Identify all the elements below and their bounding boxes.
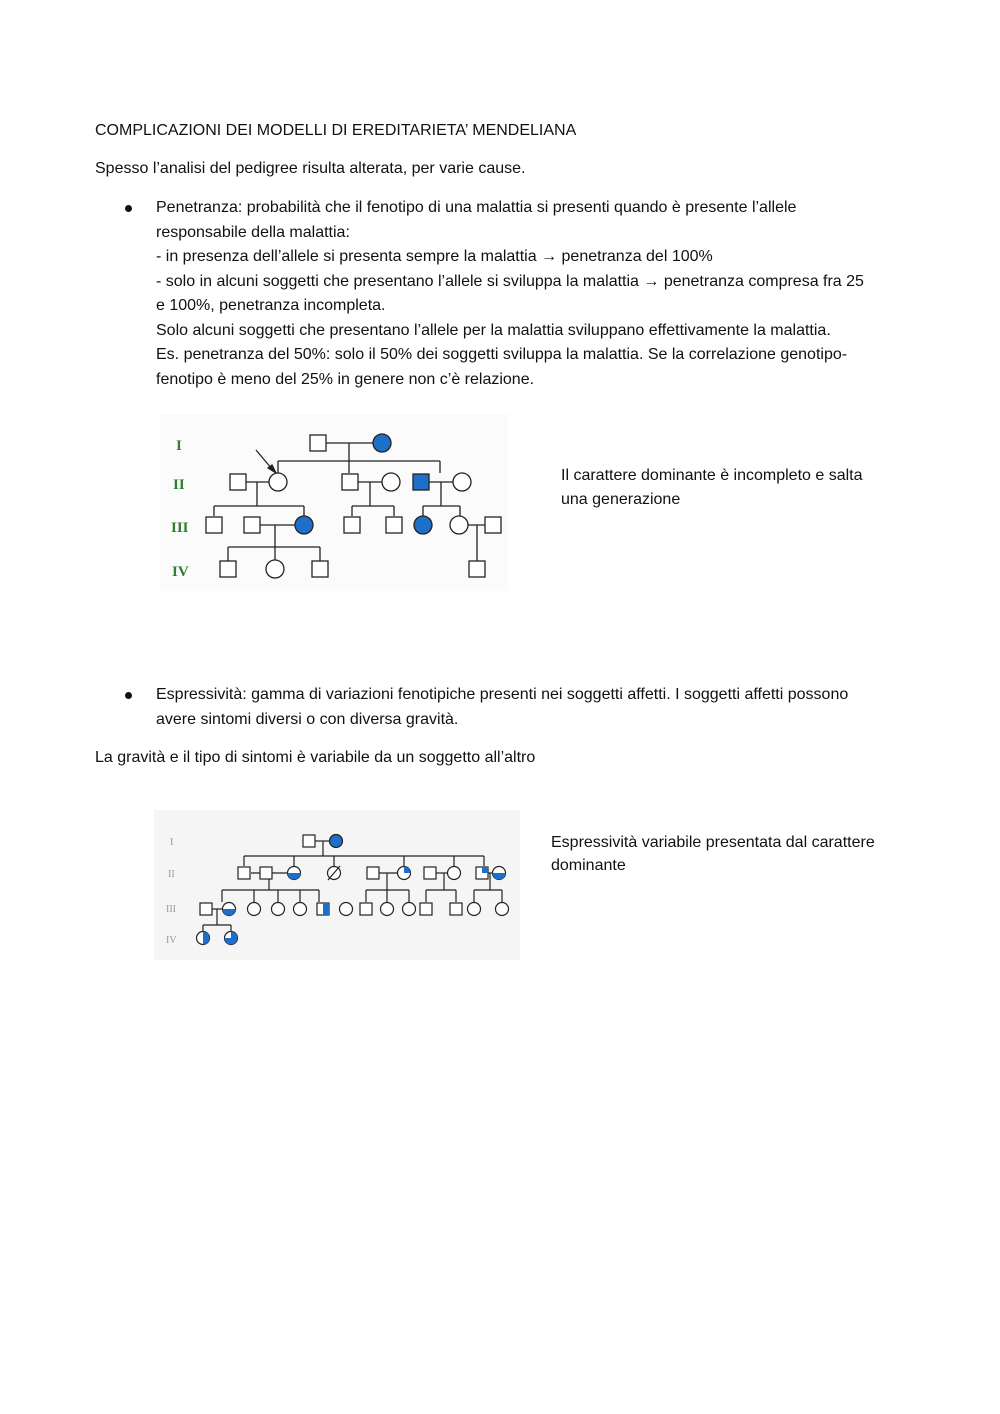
penetranza-line-4: - solo in alcuni soggetti che presentano l’allele si sviluppa la malattia → penetranza compresa fra 25 — [156, 272, 864, 290]
gravita-paragraph: La gravità e il tipo di sintomi è variabile da un soggetto all’altro — [95, 749, 536, 766]
espressivita-line-2: avere sintomi diversi o con diversa gravità. — [156, 710, 459, 728]
pedigree-penetranza-figure — [160, 414, 508, 591]
intro-paragraph: Spesso l’analisi del pedigree risulta alterata, per varie cause. — [95, 160, 526, 177]
generation-label: I — [176, 438, 182, 454]
penetranza-line-7: Es. penetranza del 50%: solo il 50% dei soggetti sviluppa la malattia. Se la correlazione genotipo- — [156, 346, 848, 363]
pedigree2-caption-line-2: dominante — [551, 857, 626, 874]
penetranza-line-2: responsabile della malattia: — [156, 223, 350, 241]
penetranza-line-6: Solo alcuni soggetti che presentano l’allele per la malattia sviluppano effettivamente la malattia. — [156, 321, 831, 339]
generation-label: II — [168, 869, 175, 880]
penetranza-line-1: Penetranza: probabilità che il fenotipo di una malattia si presenti quando è presente l’allele — [156, 199, 797, 216]
document-title: COMPLICAZIONI DEI MODELLI DI EREDITARIETA’ MENDELIANA — [95, 122, 577, 139]
generation-label: III — [166, 904, 176, 915]
generation-label: I — [170, 837, 174, 848]
espressivita-line-1: Espressività: gamma di variazioni fenotipiche presenti nei soggetti affetti. I soggetti affetti possono — [156, 686, 849, 703]
generation-label: IV — [166, 935, 177, 946]
pedigree1-caption-line-1: Il carattere dominante è incompleto e salta — [561, 467, 863, 484]
bullet-marker — [125, 692, 132, 699]
penetranza-line-5: e 100%, penetranza incompleta. — [156, 297, 386, 314]
generation-label: II — [173, 477, 185, 493]
generation-label: III — [171, 520, 189, 536]
penetranza-line-3: - in presenza dell’allele si presenta sempre la malattia → penetranza del 100% — [156, 248, 713, 265]
pedigree1-caption-line-2: una generazione — [561, 491, 681, 508]
bullet-marker — [125, 205, 132, 212]
pedigree-espressivita-figure — [154, 810, 520, 960]
penetranza-line-8: fenotipo è meno del 25% in genere non c’è relazione. — [156, 370, 535, 388]
pedigree2-caption-line-1: Espressività variabile presentata dal carattere — [551, 834, 875, 851]
generation-label: IV — [172, 564, 189, 580]
